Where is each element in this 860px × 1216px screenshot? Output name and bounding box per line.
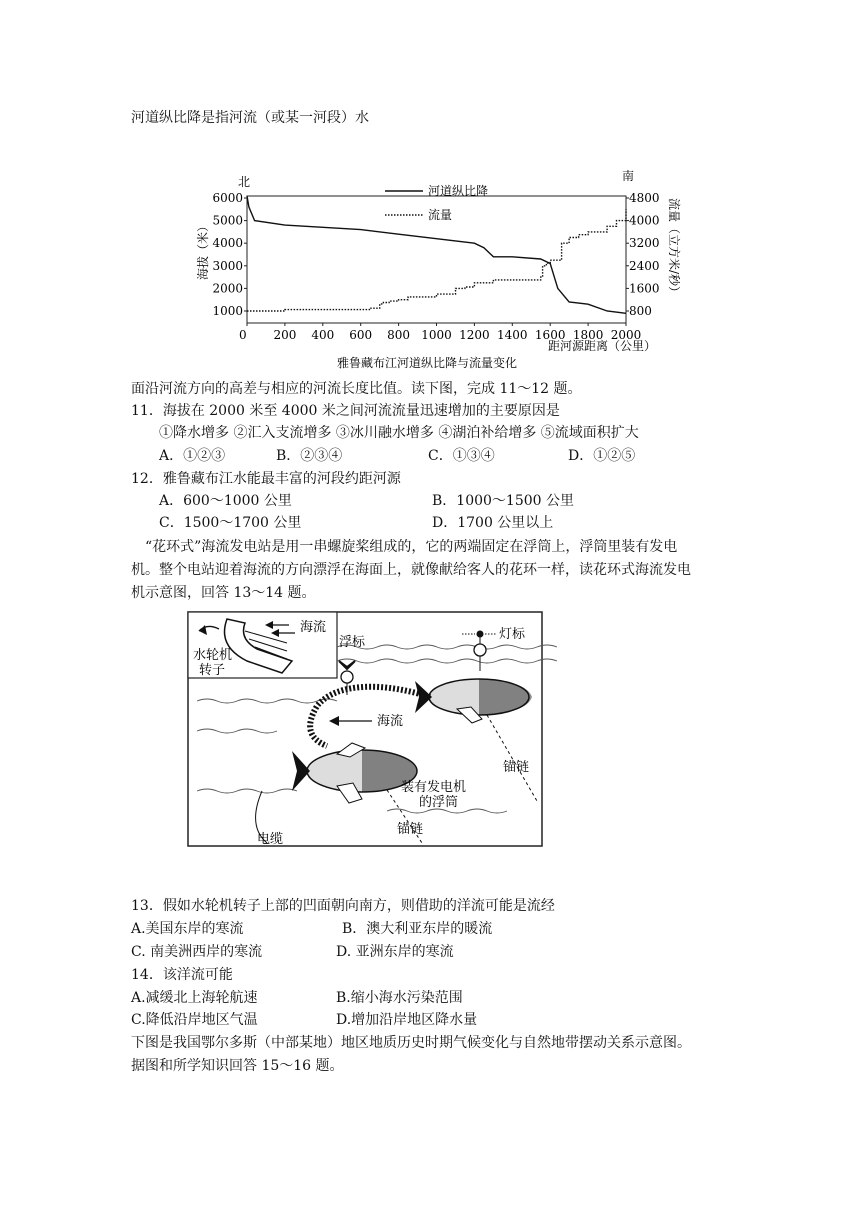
cable-label: 电缆 — [257, 832, 284, 847]
q12-option-b: B．1000～1500 公里 — [432, 493, 574, 509]
q13-option-c: C. 南美洲西岸的寒流 — [131, 944, 263, 960]
y-right-tick-label: 4000 — [629, 213, 660, 228]
q11-option-c: C．①③④ — [428, 448, 495, 464]
flow-line — [247, 209, 626, 311]
x-tick-label: 800 — [387, 328, 411, 342]
river-gradient-discharge-chart — [190, 160, 681, 375]
generator-label-1: 装有发电机 — [401, 780, 467, 795]
q11-option-d: D．①②⑤ — [568, 448, 636, 464]
turbine-label: 水轮机 — [193, 648, 233, 663]
q11-option-b: B．②③④ — [276, 448, 343, 464]
q13-option-d: D. 亚洲东岸的寒流 — [336, 944, 454, 960]
passage2-line-1: “花环式”海流发电站是用一串螺旋桨组成的，它的两端固定在浮筒上，浮筒里装有发电 — [145, 539, 678, 555]
y-left-tick-label: 2000 — [212, 281, 243, 296]
y-left-tick-label: 1000 — [212, 304, 243, 318]
anchor-chain-label-2: 锚链 — [397, 822, 424, 837]
buoy-label: 浮标 — [339, 635, 366, 650]
rotor-label: 转子 — [199, 663, 226, 678]
y-right-tick-label: 1600 — [629, 281, 660, 296]
anchor-chain-label-1: 锚链 — [503, 760, 530, 775]
q14-option-b: B.缩小海水污染范围 — [336, 990, 463, 1006]
y-left-tick-label: 3000 — [212, 258, 243, 273]
passage3-line-1: 下图是我国鄂尔多斯（中部某地）地区地质历史时期气候变化与自然地带摆动关系示意图。 — [131, 1035, 691, 1051]
y-left-tick-label: 6000 — [212, 191, 243, 205]
q12-stem: 12．雅鲁藏布江水能最丰富的河段约距河源 — [131, 471, 401, 487]
y-right-label: 流量（立方米/秒） — [667, 198, 681, 299]
legend-flow-label: 流量 — [428, 208, 453, 222]
x-tick-label: 1000 — [421, 328, 452, 342]
x-tick-label: 1600 — [534, 328, 566, 342]
y-right-tick-label: 800 — [629, 304, 652, 318]
x-tick-label: 2000 — [610, 328, 642, 342]
q13-stem: 13．假如水轮机转子上部的凹面朝向南方，则借助的洋流可能是流经 — [131, 898, 555, 914]
q13-option-a: A.美国东岸的寒流 — [131, 921, 244, 937]
legend-gradient-label: 河道纵比降 — [428, 184, 489, 198]
passage3-line-2: 据图和所学知识回答 15～16 题。 — [131, 1058, 344, 1074]
y-right-tick-label: 3200 — [629, 236, 660, 251]
intro-line-2: 面沿河流方向的高差与相应的河流长度比值。读下图，完成 11～12 题。 — [131, 381, 582, 397]
ocean-current-generator-diagram — [187, 611, 543, 847]
q14-option-c: C.降低沿岸地区气温 — [131, 1012, 258, 1028]
x-tick-label: 600 — [349, 328, 373, 342]
generator-label-2: 的浮筒 — [419, 795, 459, 810]
q13-option-b: B．澳大利亚东岸的暖流 — [342, 921, 493, 937]
y-left-tick-label: 4000 — [212, 236, 243, 251]
q14-option-d: D.增加沿岸地区降水量 — [336, 1012, 478, 1028]
corner-south: 南 — [622, 169, 635, 183]
passage2-line-2: 机。整个电站迎着海流的方向漂浮在海面上，就像献给客人的花环一样，读花环式海流发电 — [131, 562, 691, 578]
y-left-tick-label: 5000 — [212, 213, 243, 228]
q12-option-a: A．600～1000 公里 — [159, 493, 292, 509]
q14-stem: 14．该洋流可能 — [131, 967, 233, 983]
chart-title: 雅鲁藏布江河道纵比降与流量变化 — [337, 356, 518, 370]
x-tick-label: 1200 — [459, 328, 490, 342]
q11-stem: 11．海拔在 2000 米至 4000 米之间河流流量迅速增加的主要原因是 — [131, 403, 560, 419]
y-right-tick-label: 2400 — [629, 258, 660, 273]
light-buoy-label: 灯标 — [499, 627, 526, 642]
x-tick-label: 1400 — [497, 328, 528, 342]
x-tick-label: 0 — [239, 328, 247, 342]
y-left-label: 海拔（米） — [196, 219, 210, 280]
intro-line-1: 河道纵比降是指河流（或某一河段）水 — [131, 110, 369, 126]
x-tick-label: 400 — [311, 328, 335, 342]
passage2-line-3: 机示意图，回答 13～14 题。 — [131, 585, 316, 601]
q12-option-c: C．1500～1700 公里 — [159, 515, 302, 531]
q11-option-a: A．①②③ — [159, 448, 226, 464]
q11-items: ①降水增多 ②汇入支流增多 ③冰川融水增多 ④湖泊补给增多 ⑤流域面积扩大 — [159, 425, 639, 441]
current-label: 海流 — [377, 714, 404, 729]
q14-option-a: A.减缓北上海轮航速 — [131, 990, 258, 1006]
x-axis-label: 距河源距离（公里） — [548, 339, 657, 353]
q12-option-d: D．1700 公里以上 — [432, 515, 554, 531]
y-right-tick-label: 4800 — [629, 191, 660, 205]
x-tick-label: 200 — [273, 328, 297, 342]
corner-north: 北 — [238, 175, 251, 189]
x-tick-label: 1800 — [572, 328, 604, 342]
inset-current-label: 海流 — [300, 620, 327, 635]
